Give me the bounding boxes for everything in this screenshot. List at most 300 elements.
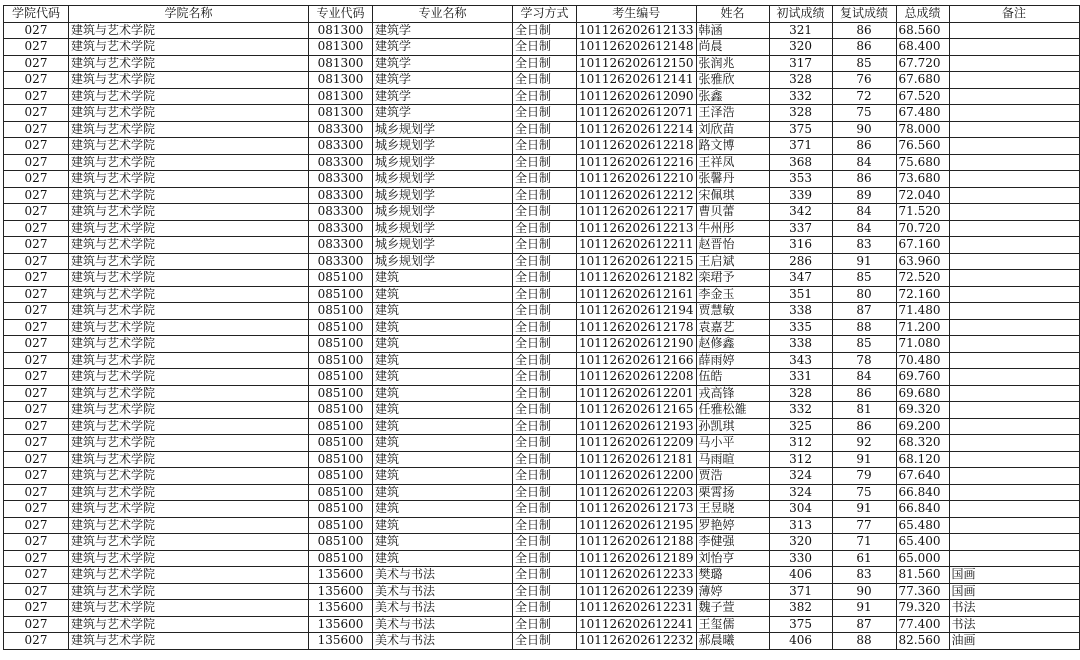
retest-score-cell: 83 [832, 567, 896, 584]
table-row [4, 187, 1080, 204]
college-code-cell: 027 [4, 451, 69, 468]
exam-number-cell: 101126202612241 [577, 616, 697, 633]
table-row [4, 39, 1080, 56]
total-score-cell: 71.480 [896, 303, 949, 320]
total-score-cell: 71.200 [896, 319, 949, 336]
table-row [4, 583, 1080, 600]
major-code-cell: 083300 [309, 220, 373, 237]
table-row [4, 303, 1080, 320]
remark-cell [949, 171, 1079, 188]
table-row [4, 550, 1080, 567]
remark-cell [949, 319, 1079, 336]
exam-number-cell: 101126202612213 [577, 220, 697, 237]
exam-number-cell: 101126202612181 [577, 451, 697, 468]
major-code-cell: 085100 [309, 501, 373, 518]
table-row [4, 484, 1080, 501]
total-score-cell: 72.520 [896, 270, 949, 287]
college-code-cell: 027 [4, 72, 69, 89]
initial-score-cell: 320 [769, 534, 832, 551]
major-code-cell: 081300 [309, 55, 373, 72]
total-score-cell: 67.160 [896, 237, 949, 254]
header-remarks: 备注 [949, 6, 1079, 23]
remark-cell [949, 88, 1079, 105]
total-score-cell: 66.840 [896, 484, 949, 501]
major-name-cell: 城乡规划学 [373, 220, 513, 237]
retest-score-cell: 78 [832, 352, 896, 369]
total-score-cell: 68.560 [896, 22, 949, 39]
study-mode-cell: 全日制 [513, 204, 577, 221]
study-mode-cell: 全日制 [513, 121, 577, 138]
retest-score-cell: 61 [832, 550, 896, 567]
college-code-cell: 027 [4, 253, 69, 270]
initial-score-cell: 331 [769, 369, 832, 386]
college-name-cell: 建筑与艺术学院 [69, 55, 309, 72]
remark-cell [949, 336, 1079, 353]
total-score-cell: 71.080 [896, 336, 949, 353]
major-code-cell: 085100 [309, 451, 373, 468]
table-row [4, 253, 1080, 270]
retest-score-cell: 83 [832, 237, 896, 254]
student-name-cell: 韩涵 [696, 22, 769, 39]
retest-score-cell: 75 [832, 484, 896, 501]
initial-score-cell: 324 [769, 468, 832, 485]
exam-number-cell: 101126202612166 [577, 352, 697, 369]
major-name-cell: 建筑学 [373, 72, 513, 89]
major-name-cell: 建筑 [373, 418, 513, 435]
remark-cell [949, 550, 1079, 567]
exam-number-cell: 101126202612173 [577, 501, 697, 518]
retest-score-cell: 91 [832, 600, 896, 617]
study-mode-cell: 全日制 [513, 22, 577, 39]
initial-score-cell: 330 [769, 550, 832, 567]
total-score-cell: 77.360 [896, 583, 949, 600]
retest-score-cell: 89 [832, 187, 896, 204]
total-score-cell: 65.400 [896, 534, 949, 551]
major-code-cell: 085100 [309, 517, 373, 534]
retest-score-cell: 86 [832, 39, 896, 56]
table-row [4, 534, 1080, 551]
major-name-cell: 美术与书法 [373, 583, 513, 600]
table-row [4, 171, 1080, 188]
study-mode-cell: 全日制 [513, 237, 577, 254]
college-name-cell: 建筑与艺术学院 [69, 154, 309, 171]
initial-score-cell: 375 [769, 121, 832, 138]
exam-number-cell: 101126202612190 [577, 336, 697, 353]
major-name-cell: 建筑 [373, 303, 513, 320]
major-code-cell: 085100 [309, 369, 373, 386]
major-name-cell: 城乡规划学 [373, 187, 513, 204]
college-code-cell: 027 [4, 550, 69, 567]
college-name-cell: 建筑与艺术学院 [69, 352, 309, 369]
major-name-cell: 建筑学 [373, 105, 513, 122]
initial-score-cell: 342 [769, 204, 832, 221]
college-name-cell: 建筑与艺术学院 [69, 22, 309, 39]
major-name-cell: 建筑学 [373, 55, 513, 72]
college-name-cell: 建筑与艺术学院 [69, 171, 309, 188]
total-score-cell: 75.680 [896, 154, 949, 171]
major-code-cell: 135600 [309, 616, 373, 633]
study-mode-cell: 全日制 [513, 286, 577, 303]
table-row [4, 633, 1080, 650]
retest-score-cell: 91 [832, 451, 896, 468]
college-code-cell: 027 [4, 138, 69, 155]
retest-score-cell: 86 [832, 171, 896, 188]
retest-score-cell: 85 [832, 270, 896, 287]
college-code-cell: 027 [4, 484, 69, 501]
initial-score-cell: 312 [769, 435, 832, 452]
exam-number-cell: 101126202612141 [577, 72, 697, 89]
total-score-cell: 63.960 [896, 253, 949, 270]
remark-cell [949, 468, 1079, 485]
table-row [4, 220, 1080, 237]
exam-number-cell: 101126202612133 [577, 22, 697, 39]
retest-score-cell: 91 [832, 253, 896, 270]
retest-score-cell: 72 [832, 88, 896, 105]
remark-cell [949, 105, 1079, 122]
student-name-cell: 牛州彤 [696, 220, 769, 237]
major-name-cell: 建筑 [373, 484, 513, 501]
initial-score-cell: 324 [769, 484, 832, 501]
admission-results-table [3, 5, 1080, 650]
exam-number-cell: 101126202612232 [577, 633, 697, 650]
major-code-cell: 085100 [309, 319, 373, 336]
college-code-cell: 027 [4, 517, 69, 534]
initial-score-cell: 312 [769, 451, 832, 468]
major-code-cell: 083300 [309, 121, 373, 138]
total-score-cell: 68.320 [896, 435, 949, 452]
major-name-cell: 美术与书法 [373, 600, 513, 617]
exam-number-cell: 101126202612200 [577, 468, 697, 485]
student-name-cell: 戎高锋 [696, 385, 769, 402]
initial-score-cell: 343 [769, 352, 832, 369]
study-mode-cell: 全日制 [513, 385, 577, 402]
initial-score-cell: 317 [769, 55, 832, 72]
exam-number-cell: 101126202612178 [577, 319, 697, 336]
exam-number-cell: 101126202612071 [577, 105, 697, 122]
header-college-code: 学院代码 [4, 6, 69, 23]
retest-score-cell: 85 [832, 336, 896, 353]
major-code-cell: 085100 [309, 385, 373, 402]
total-score-cell: 67.480 [896, 105, 949, 122]
total-score-cell: 78.000 [896, 121, 949, 138]
table-row [4, 319, 1080, 336]
retest-score-cell: 79 [832, 468, 896, 485]
initial-score-cell: 338 [769, 336, 832, 353]
remark-cell [949, 220, 1079, 237]
college-code-cell: 027 [4, 55, 69, 72]
exam-number-cell: 101126202612148 [577, 39, 697, 56]
remark-cell [949, 402, 1079, 419]
header-major-code: 专业代码 [309, 6, 373, 23]
table-row [4, 369, 1080, 386]
initial-score-cell: 382 [769, 600, 832, 617]
study-mode-cell: 全日制 [513, 402, 577, 419]
student-name-cell: 王昱晓 [696, 501, 769, 518]
college-name-cell: 建筑与艺术学院 [69, 418, 309, 435]
study-mode-cell: 全日制 [513, 369, 577, 386]
exam-number-cell: 101126202612182 [577, 270, 697, 287]
study-mode-cell: 全日制 [513, 88, 577, 105]
study-mode-cell: 全日制 [513, 270, 577, 287]
major-name-cell: 建筑学 [373, 39, 513, 56]
study-mode-cell: 全日制 [513, 154, 577, 171]
college-name-cell: 建筑与艺术学院 [69, 369, 309, 386]
major-code-cell: 135600 [309, 633, 373, 650]
major-code-cell: 085100 [309, 435, 373, 452]
college-code-cell: 027 [4, 270, 69, 287]
study-mode-cell: 全日制 [513, 171, 577, 188]
initial-score-cell: 351 [769, 286, 832, 303]
exam-number-cell: 101126202612212 [577, 187, 697, 204]
exam-number-cell: 101126202612188 [577, 534, 697, 551]
student-name-cell: 任雅松雒 [696, 402, 769, 419]
study-mode-cell: 全日制 [513, 567, 577, 584]
college-code-cell: 027 [4, 39, 69, 56]
college-name-cell: 建筑与艺术学院 [69, 237, 309, 254]
exam-number-cell: 101126202612195 [577, 517, 697, 534]
table-row [4, 55, 1080, 72]
initial-score-cell: 325 [769, 418, 832, 435]
college-code-cell: 027 [4, 88, 69, 105]
major-code-cell: 083300 [309, 237, 373, 254]
initial-score-cell: 332 [769, 88, 832, 105]
exam-number-cell: 101126202612216 [577, 154, 697, 171]
major-code-cell: 083300 [309, 138, 373, 155]
college-code-cell: 027 [4, 22, 69, 39]
total-score-cell: 67.680 [896, 72, 949, 89]
initial-score-cell: 339 [769, 187, 832, 204]
major-name-cell: 建筑 [373, 270, 513, 287]
study-mode-cell: 全日制 [513, 550, 577, 567]
exam-number-cell: 101126202612231 [577, 600, 697, 617]
college-name-cell: 建筑与艺术学院 [69, 402, 309, 419]
initial-score-cell: 347 [769, 270, 832, 287]
exam-number-cell: 101126202612201 [577, 385, 697, 402]
initial-score-cell: 320 [769, 39, 832, 56]
header-row [4, 6, 1080, 23]
major-name-cell: 城乡规划学 [373, 121, 513, 138]
major-code-cell: 085100 [309, 402, 373, 419]
student-name-cell: 郝晨曦 [696, 633, 769, 650]
student-name-cell: 赵修鑫 [696, 336, 769, 353]
retest-score-cell: 75 [832, 105, 896, 122]
college-name-cell: 建筑与艺术学院 [69, 600, 309, 617]
retest-score-cell: 91 [832, 501, 896, 518]
college-name-cell: 建筑与艺术学院 [69, 385, 309, 402]
college-name-cell: 建筑与艺术学院 [69, 286, 309, 303]
college-code-cell: 027 [4, 600, 69, 617]
exam-number-cell: 101126202612193 [577, 418, 697, 435]
student-name-cell: 李健强 [696, 534, 769, 551]
major-code-cell: 081300 [309, 88, 373, 105]
student-name-cell: 马雨暄 [696, 451, 769, 468]
student-name-cell: 栗霄扬 [696, 484, 769, 501]
remark-cell: 国画 [949, 583, 1079, 600]
student-name-cell: 马小平 [696, 435, 769, 452]
study-mode-cell: 全日制 [513, 55, 577, 72]
student-name-cell: 王祥凤 [696, 154, 769, 171]
college-name-cell: 建筑与艺术学院 [69, 88, 309, 105]
exam-number-cell: 101126202612189 [577, 550, 697, 567]
major-name-cell: 建筑 [373, 501, 513, 518]
total-score-cell: 69.320 [896, 402, 949, 419]
major-name-cell: 城乡规划学 [373, 237, 513, 254]
college-code-cell: 027 [4, 369, 69, 386]
college-name-cell: 建筑与艺术学院 [69, 616, 309, 633]
initial-score-cell: 313 [769, 517, 832, 534]
college-name-cell: 建筑与艺术学院 [69, 484, 309, 501]
major-name-cell: 建筑学 [373, 88, 513, 105]
total-score-cell: 71.520 [896, 204, 949, 221]
student-name-cell: 薄婷 [696, 583, 769, 600]
retest-score-cell: 92 [832, 435, 896, 452]
college-code-cell: 027 [4, 154, 69, 171]
college-code-cell: 027 [4, 583, 69, 600]
initial-score-cell: 368 [769, 154, 832, 171]
study-mode-cell: 全日制 [513, 583, 577, 600]
table-row [4, 22, 1080, 39]
initial-score-cell: 371 [769, 138, 832, 155]
college-name-cell: 建筑与艺术学院 [69, 204, 309, 221]
study-mode-cell: 全日制 [513, 72, 577, 89]
college-name-cell: 建筑与艺术学院 [69, 105, 309, 122]
initial-score-cell: 316 [769, 237, 832, 254]
study-mode-cell: 全日制 [513, 220, 577, 237]
initial-score-cell: 321 [769, 22, 832, 39]
major-name-cell: 建筑 [373, 369, 513, 386]
major-code-cell: 085100 [309, 534, 373, 551]
college-code-cell: 027 [4, 171, 69, 188]
study-mode-cell: 全日制 [513, 336, 577, 353]
student-name-cell: 张馨丹 [696, 171, 769, 188]
retest-score-cell: 86 [832, 22, 896, 39]
remark-cell [949, 435, 1079, 452]
student-name-cell: 宋佩琪 [696, 187, 769, 204]
retest-score-cell: 71 [832, 534, 896, 551]
remark-cell [949, 253, 1079, 270]
college-name-cell: 建筑与艺术学院 [69, 336, 309, 353]
study-mode-cell: 全日制 [513, 303, 577, 320]
college-name-cell: 建筑与艺术学院 [69, 534, 309, 551]
initial-score-cell: 304 [769, 501, 832, 518]
student-name-cell: 贾浩 [696, 468, 769, 485]
initial-score-cell: 406 [769, 567, 832, 584]
retest-score-cell: 85 [832, 55, 896, 72]
table-row [4, 286, 1080, 303]
student-name-cell: 孙凯琪 [696, 418, 769, 435]
total-score-cell: 77.400 [896, 616, 949, 633]
college-code-cell: 027 [4, 501, 69, 518]
college-name-cell: 建筑与艺术学院 [69, 517, 309, 534]
major-name-cell: 建筑 [373, 286, 513, 303]
exam-number-cell: 101126202612208 [577, 369, 697, 386]
student-name-cell: 薛雨婷 [696, 352, 769, 369]
remark-cell [949, 204, 1079, 221]
retest-score-cell: 84 [832, 204, 896, 221]
major-name-cell: 美术与书法 [373, 616, 513, 633]
student-name-cell: 张雅欣 [696, 72, 769, 89]
initial-score-cell: 335 [769, 319, 832, 336]
table-row [4, 385, 1080, 402]
study-mode-cell: 全日制 [513, 501, 577, 518]
remark-cell [949, 369, 1079, 386]
student-name-cell: 栾珺予 [696, 270, 769, 287]
major-code-cell: 085100 [309, 336, 373, 353]
table-row [4, 435, 1080, 452]
study-mode-cell: 全日制 [513, 187, 577, 204]
student-name-cell: 尚晨 [696, 39, 769, 56]
initial-score-cell: 328 [769, 72, 832, 89]
college-name-cell: 建筑与艺术学院 [69, 187, 309, 204]
remark-cell [949, 517, 1079, 534]
college-code-cell: 027 [4, 402, 69, 419]
student-name-cell: 袁嘉艺 [696, 319, 769, 336]
major-name-cell: 建筑 [373, 451, 513, 468]
college-name-cell: 建筑与艺术学院 [69, 567, 309, 584]
study-mode-cell: 全日制 [513, 418, 577, 435]
retest-score-cell: 86 [832, 418, 896, 435]
student-name-cell: 王泽浩 [696, 105, 769, 122]
table-row [4, 336, 1080, 353]
study-mode-cell: 全日制 [513, 468, 577, 485]
header-initial-score: 初试成绩 [769, 6, 832, 23]
major-code-cell: 081300 [309, 39, 373, 56]
remark-cell [949, 286, 1079, 303]
study-mode-cell: 全日制 [513, 633, 577, 650]
table-row [4, 418, 1080, 435]
remark-cell: 书法 [949, 600, 1079, 617]
table-row [4, 600, 1080, 617]
exam-number-cell: 101126202612218 [577, 138, 697, 155]
table-row [4, 72, 1080, 89]
college-code-cell: 027 [4, 468, 69, 485]
header-major-name: 专业名称 [373, 6, 513, 23]
study-mode-cell: 全日制 [513, 352, 577, 369]
retest-score-cell: 90 [832, 121, 896, 138]
major-name-cell: 建筑 [373, 336, 513, 353]
major-name-cell: 城乡规划学 [373, 138, 513, 155]
student-name-cell: 樊璐 [696, 567, 769, 584]
major-name-cell: 建筑学 [373, 22, 513, 39]
college-code-cell: 027 [4, 336, 69, 353]
header-college-name: 学院名称 [69, 6, 309, 23]
major-code-cell: 085100 [309, 484, 373, 501]
table-row [4, 204, 1080, 221]
major-name-cell: 建筑 [373, 402, 513, 419]
retest-score-cell: 88 [832, 633, 896, 650]
major-name-cell: 建筑 [373, 517, 513, 534]
total-score-cell: 69.680 [896, 385, 949, 402]
major-code-cell: 135600 [309, 567, 373, 584]
total-score-cell: 72.040 [896, 187, 949, 204]
college-name-cell: 建筑与艺术学院 [69, 451, 309, 468]
study-mode-cell: 全日制 [513, 138, 577, 155]
study-mode-cell: 全日制 [513, 253, 577, 270]
student-name-cell: 王启斌 [696, 253, 769, 270]
major-name-cell: 建筑 [373, 550, 513, 567]
major-code-cell: 083300 [309, 253, 373, 270]
major-code-cell: 085100 [309, 270, 373, 287]
exam-number-cell: 101126202612209 [577, 435, 697, 452]
total-score-cell: 67.720 [896, 55, 949, 72]
retest-score-cell: 77 [832, 517, 896, 534]
college-code-cell: 027 [4, 286, 69, 303]
college-name-cell: 建筑与艺术学院 [69, 253, 309, 270]
initial-score-cell: 337 [769, 220, 832, 237]
study-mode-cell: 全日制 [513, 484, 577, 501]
exam-number-cell: 101126202612194 [577, 303, 697, 320]
initial-score-cell: 328 [769, 105, 832, 122]
